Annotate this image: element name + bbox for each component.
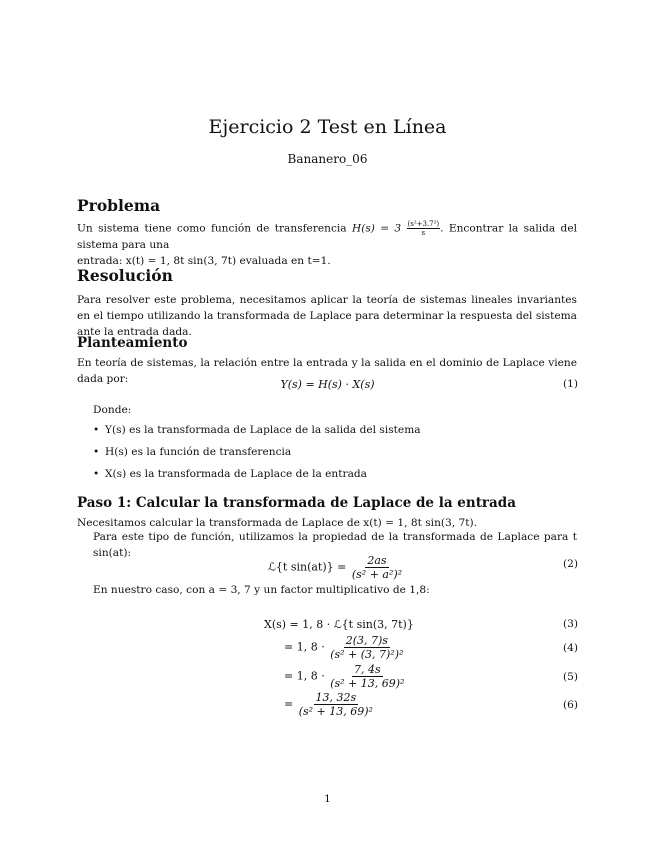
transfer-function-fraction — [407, 220, 441, 237]
equation-3-number: (3) — [562, 618, 578, 630]
heading-problema: Problema — [77, 196, 161, 215]
transfer-function-lhs: H(s) = 3 — [351, 222, 402, 235]
list-item: • H(s) es la función de transferencia — [93, 446, 573, 468]
equation-2-denominator: (s² + a²)² — [351, 568, 403, 581]
heading-planteamiento: Planteamiento — [77, 335, 188, 351]
equation-6 — [284, 691, 375, 718]
equation-6-denominator: (s² + 13, 69)² — [298, 705, 373, 718]
equation-3-body: X(s) = 1, 8 · ℒ{t sin(3, 7t)} — [264, 618, 414, 631]
equation-6-number: (6) — [562, 699, 578, 711]
equation-5-numerator: 7, 4s — [354, 663, 381, 676]
equation-4 — [284, 634, 405, 661]
equation-5-lhs: = 1, 8 · — [284, 669, 325, 683]
equation-4-numerator: 2(3, 7)s — [345, 634, 388, 647]
document-author: Bananero_06 — [287, 152, 368, 166]
page-number: 1 — [324, 793, 331, 805]
equation-6-fraction — [297, 691, 375, 718]
problema-text-c: entrada: x(t) = 1, 8t sin(3, 7t) evaluada en t=1. — [77, 255, 331, 267]
definitions-list — [93, 424, 573, 490]
equation-3 — [264, 618, 414, 631]
list-item: • X(s) es la transformada de Laplace de la entrada — [93, 468, 573, 490]
transfer-function-denominator: s — [421, 229, 426, 237]
equation-1 — [0, 378, 655, 391]
equation-2-fraction — [350, 554, 404, 581]
equation-2-numerator: 2as — [367, 554, 387, 567]
document-title: Ejercicio 2 Test en Línea — [208, 116, 447, 138]
equation-2-lhs: ℒ{t sin(at)} = — [268, 560, 347, 574]
equation-5-fraction — [328, 663, 406, 690]
paso1-text-1: Necesitamos calcular la transformada de Laplace de x(t) = 1, 8t sin(3, 7t). — [77, 517, 477, 529]
equation-4-denominator: (s² + (3, 7)²)² — [330, 648, 404, 661]
donde-label: Donde: — [93, 404, 132, 416]
equation-2 — [268, 554, 404, 581]
equation-5-denominator: (s² + 13, 69)² — [330, 677, 405, 690]
equation-6-numerator: 13, 32s — [315, 691, 357, 704]
equation-4-number: (4) — [562, 642, 578, 654]
equation-4-lhs: = 1, 8 · — [284, 640, 325, 654]
equation-1-number: (1) — [562, 378, 578, 390]
heading-resolucion: Resolución — [77, 266, 173, 285]
problema-text-b: . Encontrar la salida del sistema para una — [77, 222, 577, 251]
heading-paso-1: Paso 1: Calcular la transformada de Laplace de la entrada — [77, 495, 516, 511]
equation-1-body: Y(s) = H(s) · X(s) — [280, 378, 375, 391]
equation-4-fraction — [328, 634, 405, 661]
list-item: • Y(s) es la transformada de Laplace de la salida del sistema — [93, 424, 573, 446]
resolucion-text: Para resolver este problema, necesitamos aplicar la teoría de sistemas lineales invariantes en el tiempo utilizando la transformada de Laplace para determinar la respuesta del sistema ante la entrada dada. — [77, 294, 577, 338]
equation-2-number: (2) — [562, 558, 578, 570]
planteamiento-text: En teoría de sistemas, la relación entre la entrada y la salida en el dominio de Laplace viene dada por: — [77, 357, 577, 385]
equation-5 — [284, 663, 406, 690]
equation-6-lhs: = — [284, 697, 294, 711]
transfer-function-numerator: (s²+3.7²) — [407, 220, 440, 228]
paso1-text-2: Para este tipo de función, utilizamos la propiedad de la transformada de Laplace para t sin(at): — [93, 531, 577, 559]
paso1-text-3: En nuestro caso, con a = 3, 7 y un factor multiplicativo de 1,8: — [93, 584, 430, 596]
problema-text — [77, 220, 577, 269]
problema-text-a: Un sistema tiene como función de transferencia — [77, 222, 347, 235]
equation-5-number: (5) — [562, 671, 578, 683]
